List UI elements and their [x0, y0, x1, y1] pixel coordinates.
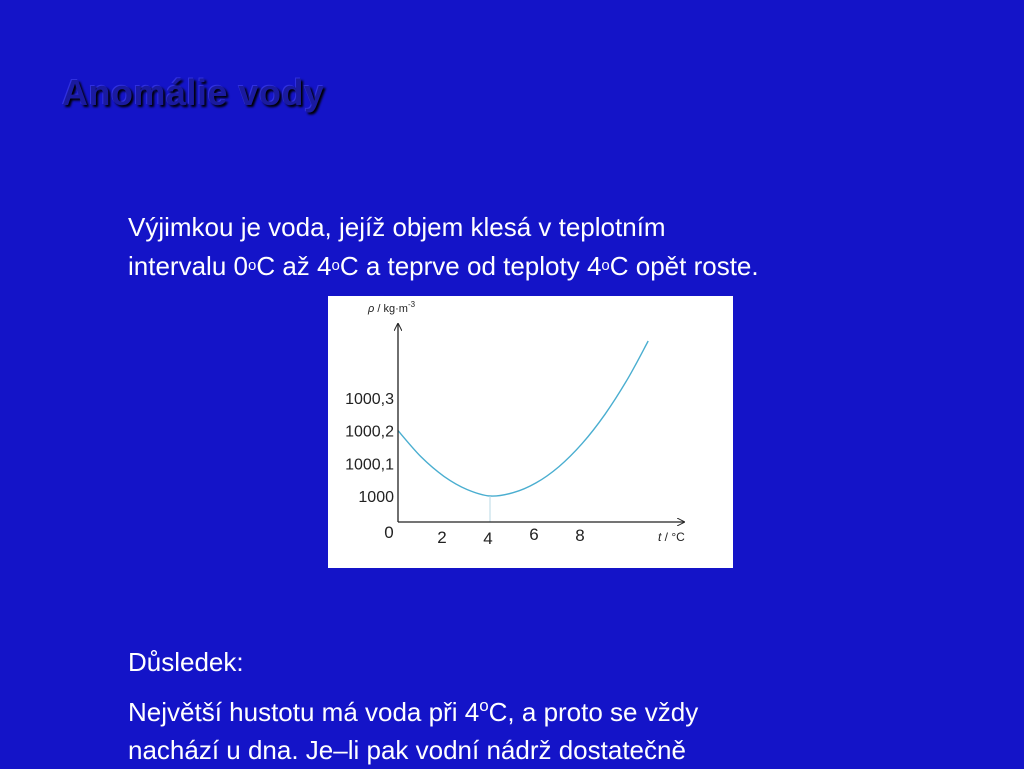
y-tick-label: 1000,2: [345, 423, 394, 441]
intro-segment-c: C a teprve od teploty 4: [339, 251, 602, 281]
density-curve: [398, 341, 648, 496]
x-tick-label: 6: [529, 525, 539, 544]
intro-segment-d: C opět roste.: [609, 251, 759, 281]
density-chart: [328, 296, 733, 568]
density-chart-svg: [328, 296, 733, 568]
consequence-line-1: [128, 693, 988, 731]
consequence-paragraph: [128, 693, 988, 769]
consequence-line-2: nachází u dna. Je–li pak vodní nádrž dostatečně: [128, 735, 686, 765]
intro-segment-b: C až 4: [256, 251, 332, 281]
y-tick-label: 1000,1: [345, 456, 394, 474]
degree-mark: o: [247, 257, 257, 274]
consequence-segment-a: Největší hustotu má voda při 4: [128, 697, 480, 727]
origin-tick-label: 0: [384, 523, 394, 542]
x-tick-label: 4: [483, 529, 493, 548]
y-tick-label: 1000: [358, 489, 394, 506]
intro-paragraph: [128, 208, 988, 286]
slide-title: Anomálie vody: [62, 72, 325, 113]
intro-line-2: [128, 247, 988, 286]
x-tick-label: 8: [575, 526, 585, 545]
y-axis-label: $\rho / kg\cdot m^{-3}$: [368, 300, 416, 315]
x-tick-label: 2: [437, 528, 447, 547]
consequence-segment-b: C, a proto se vždy: [488, 697, 699, 727]
x-axis-label: t / °C: [658, 530, 685, 544]
degree-mark: o: [601, 257, 610, 274]
degree-mark: o: [331, 257, 340, 274]
degree-mark: o: [479, 696, 489, 715]
consequence-heading: Důsledek:: [128, 647, 244, 677]
intro-line-1: Výjimkou je voda, jejíž objem klesá v teplotním: [128, 212, 666, 242]
intro-segment-a: intervalu 0: [128, 251, 248, 281]
y-tick-label: 1000,3: [345, 390, 394, 408]
